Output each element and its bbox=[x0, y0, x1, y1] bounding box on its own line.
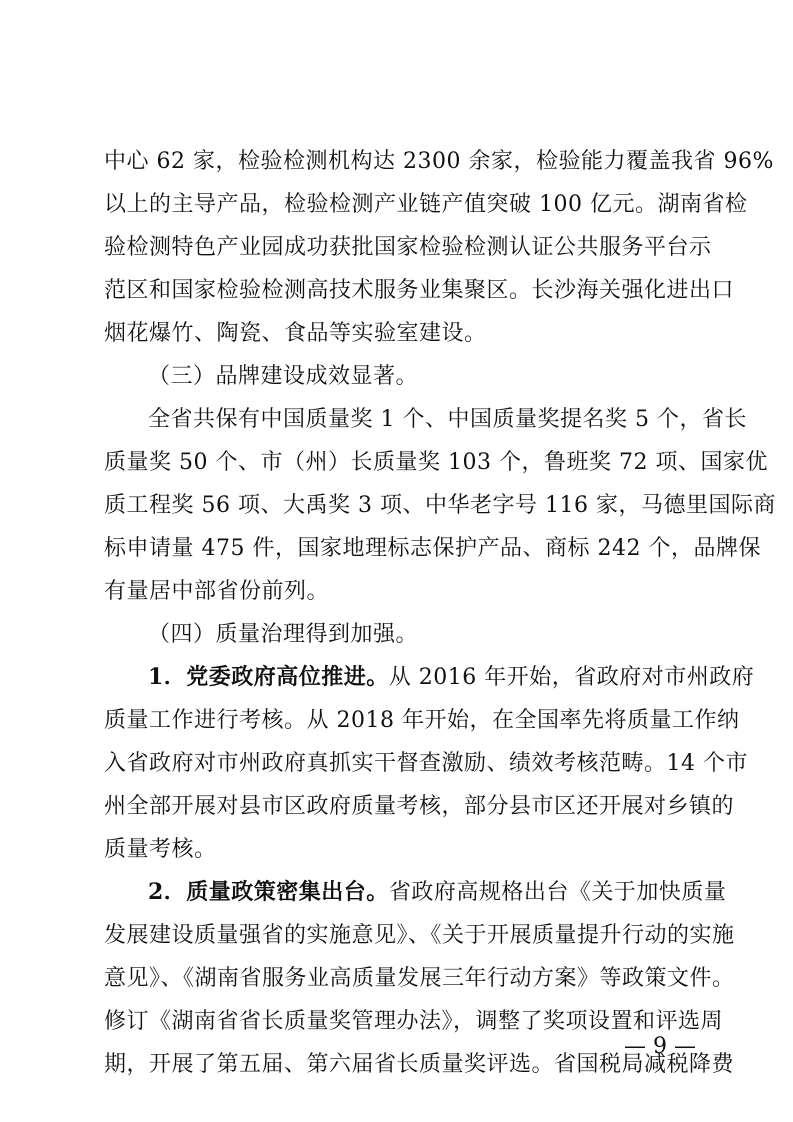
paragraph-line: 修订《湖南省省长质量奖管理办法》，调整了奖项设置和评选周 bbox=[104, 1009, 724, 1034]
paragraph-line: 烟花爆竹、陶瓷、食品等实验室建设。 bbox=[104, 321, 487, 346]
page-number: — 9 — bbox=[624, 1034, 696, 1059]
paragraph-line: 期，开展了第五届、第六届省长质量奖评选。省国税局减税降费 bbox=[104, 1052, 735, 1077]
paragraph-line: 有量居中部省份前列。 bbox=[104, 579, 330, 604]
paragraph-line: 意见》、《湖南省服务业高质量发展三年行动方案》等政策文件。 bbox=[104, 966, 735, 991]
document-body bbox=[104, 140, 776, 1086]
paragraph-line: 全省共保有中国质量奖 1 个、中国质量奖提名奖 5 个，省长 bbox=[148, 407, 747, 432]
paragraph-line: 中心 62 家，检验检测机构达 2300 余家，检验能力覆盖我省 96% bbox=[104, 149, 774, 174]
paragraph-line: 质量工作进行考核。从 2018 年开始，在全国率先将质量工作纳 bbox=[104, 708, 740, 733]
paragraph-line: 标申请量 475 件，国家地理标志保护产品、商标 242 个，品牌保 bbox=[104, 536, 761, 561]
item-one-first-line-rest: 从 2016 年开始，省政府对市州政府 bbox=[388, 665, 755, 690]
paragraph-line: 发展建设质量强省的实施意见》、《关于开展质量提升行动的实施 bbox=[104, 923, 735, 948]
section-three-heading: （三）品牌建设成效显著。 bbox=[148, 364, 419, 389]
paragraph-line: 范区和国家检验检测高技术服务业集聚区。长沙海关强化进出口 bbox=[104, 278, 735, 303]
item-one-first-line bbox=[104, 656, 755, 699]
paragraph-line: 质量奖 50 个、市（州）长质量奖 103 个，鲁班奖 72 项、国家优 bbox=[104, 450, 768, 475]
paragraph-line: 州全部开展对县市区政府质量考核，部分县市区还开展对乡镇的 bbox=[104, 794, 735, 819]
paragraph-line: 以上的主导产品，检验检测产业链产值突破 100 亿元。湖南省检 bbox=[104, 192, 748, 217]
paragraph-line: 质工程奖 56 项、大禹奖 3 项、中华老字号 116 家，马德里国际商 bbox=[104, 493, 776, 518]
item-two-lead: 2．质量政策密集出台。 bbox=[148, 879, 389, 905]
item-two-first-line bbox=[104, 871, 727, 914]
item-one-lead: 1．党委政府高位推进。 bbox=[148, 664, 389, 690]
paragraph-line: 质量考核。 bbox=[104, 837, 217, 862]
paragraph-line: 验检测特色产业园成功获批国家检验检测认证公共服务平台示 bbox=[104, 235, 712, 260]
item-two-first-line-rest: 省政府高规格出台《关于加快质量 bbox=[388, 880, 727, 905]
section-four-heading: （四）质量治理得到加强。 bbox=[148, 622, 419, 647]
paragraph-line: 入省政府对市州政府真抓实干督查激励、绩效考核范畴。14 个市 bbox=[104, 751, 748, 776]
